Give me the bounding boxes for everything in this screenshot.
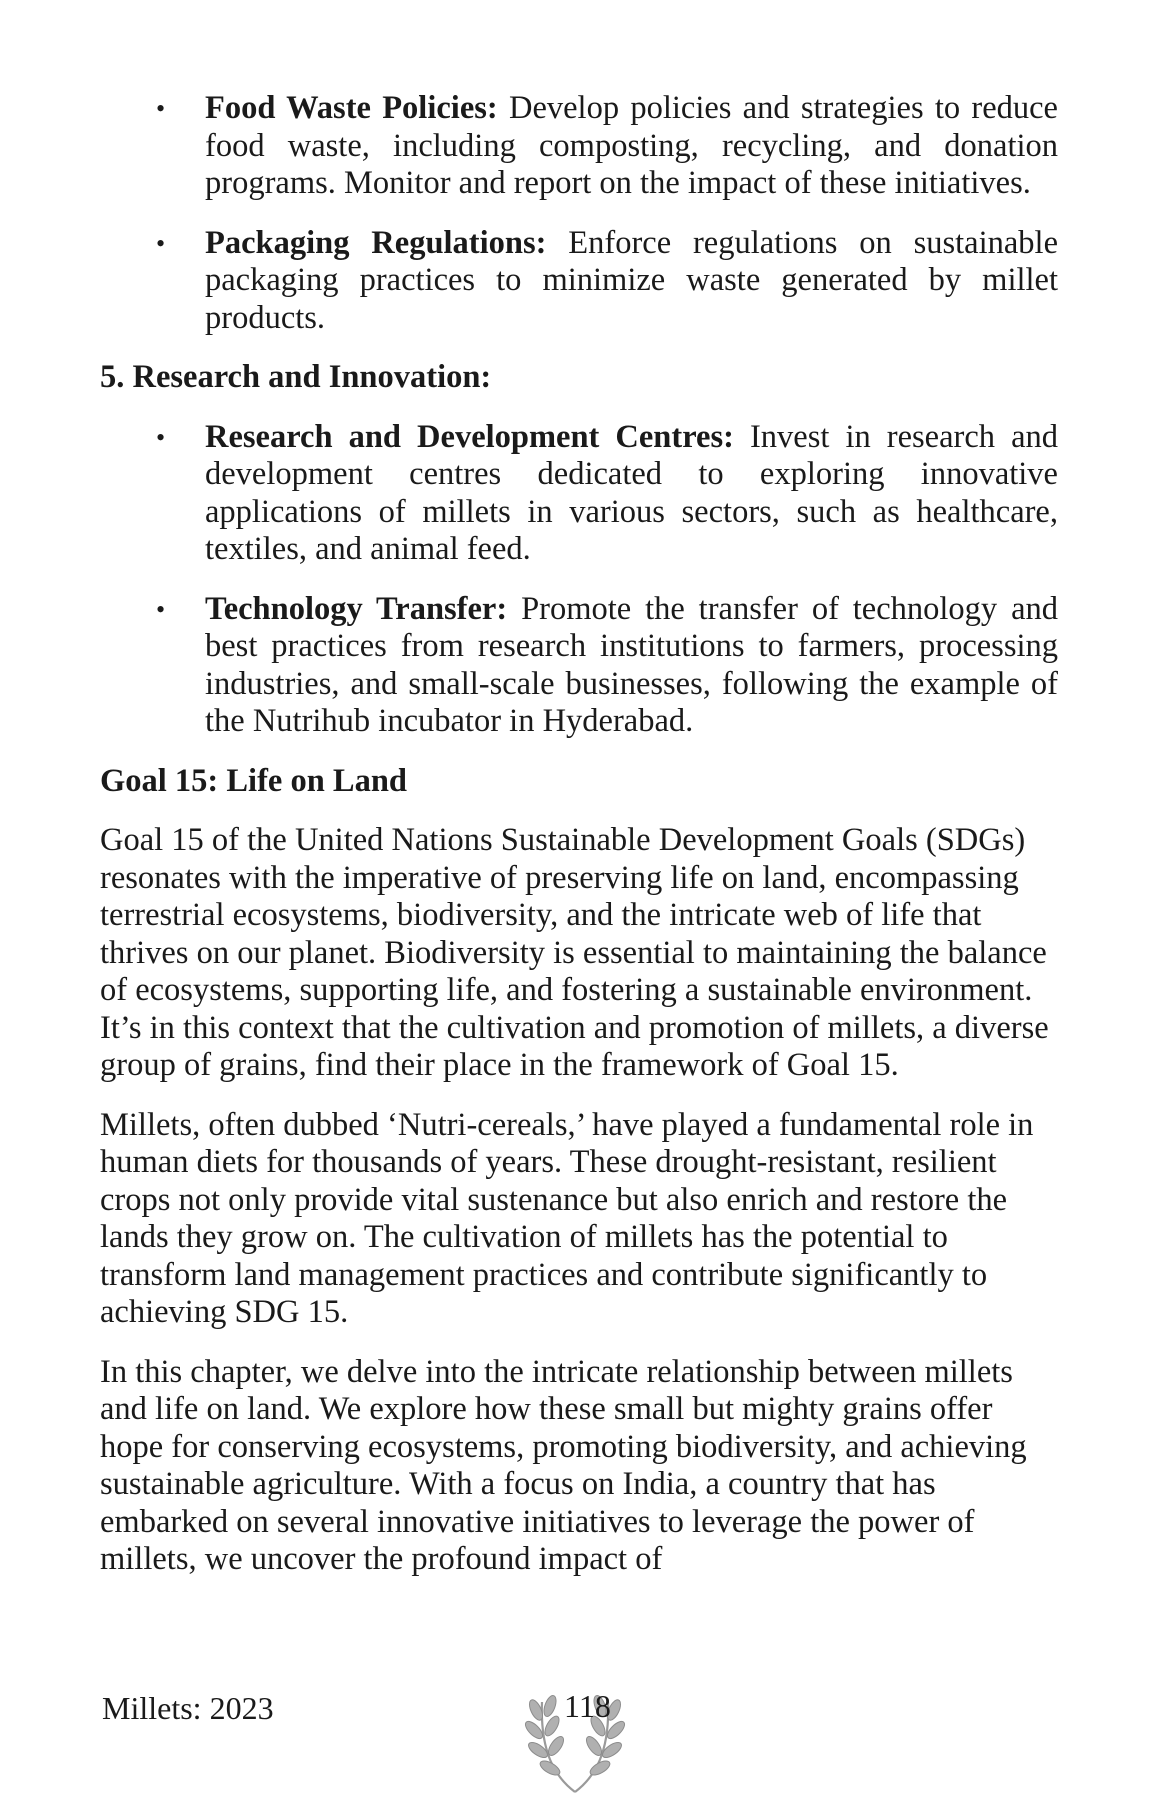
- section-heading: 5. Research and Innovation:: [100, 359, 492, 395]
- list-item: [100, 419, 1058, 569]
- bullet-icon: •: [156, 422, 166, 452]
- body-paragraph: Millets, often dubbed ‘Nutri-cereals,’ have played a fundamental role in human diets for thousands of years. These drought-resistant, resilient crops not only provide vital sustenance but also enrich and restore the lands they grow on. The cultivation of millets has the potential to transform land management practices and contribute significantly to achieving SDG 15.: [100, 1106, 1034, 1330]
- body-paragraph: In this chapter, we delve into the intricate relationship between millets and life on land. We explore how these small but mighty grains offer hope for conserving ecosystems, promoting biodiversity, and achieving sustainable agriculture. With a focus on India, a country that has embarked on several innovative initiatives to leverage the power of millets, we uncover the profound impact of: [100, 1353, 1027, 1577]
- list-item: [100, 225, 1058, 338]
- page-number: 118: [564, 1688, 611, 1724]
- list-item: [100, 591, 1058, 741]
- page-footer: [0, 1688, 1164, 1800]
- bullet-icon: •: [156, 228, 166, 258]
- bullet-text: Enforce regulations on sustainable packaging practices to minimize waste generated by millet products.: [205, 224, 1058, 336]
- goal-heading: Goal 15: Life on Land: [100, 762, 407, 799]
- bullet-text: Invest in research and development centres dedicated to exploring innovative applications of millets in various sectors, such as healthcare, textiles, and animal feed.: [205, 418, 1058, 567]
- bullet-text: Promote the transfer of technology and best practices from research institutions to farmers, processing industries, and small-scale businesses, following the example of the Nutrihub incubator in Hyderabad.: [205, 590, 1058, 739]
- bullet-icon: •: [156, 594, 166, 624]
- list-item: [100, 90, 1058, 203]
- section4-bullet-list: [100, 90, 1058, 337]
- body-paragraph: Goal 15 of the United Nations Sustainable Development Goals (SDGs) resonates with the imperative of preserving life on land, encompassing terrestrial ecosystems, biodiversity, and the intricate web of life that thrives on our planet. Biodiversity is essential to maintaining the balance of ecosystems, supporting life, and fostering a sustainable environment. It’s in this context that the cultivation and promotion of millets, a diverse group of grains, find their place in the framework of Goal 15.: [100, 822, 1049, 1083]
- bullet-text: Develop policies and strategies to reduce food waste, including composting, recycling, and donation programs. Monitor and report on the impact of these initiatives.: [205, 90, 1058, 201]
- bullet-term: Packaging Regulations:: [205, 224, 547, 261]
- bullet-term: Technology Transfer:: [205, 590, 508, 627]
- book-title: Millets: 2023: [102, 1690, 274, 1726]
- bullet-term: Food Waste Policies:: [205, 90, 498, 126]
- bullet-term: Research and Development Centres:: [205, 418, 734, 455]
- section5-bullet-list: [100, 419, 1058, 741]
- bullet-icon: •: [156, 94, 166, 123]
- page-content: [100, 90, 1058, 1601]
